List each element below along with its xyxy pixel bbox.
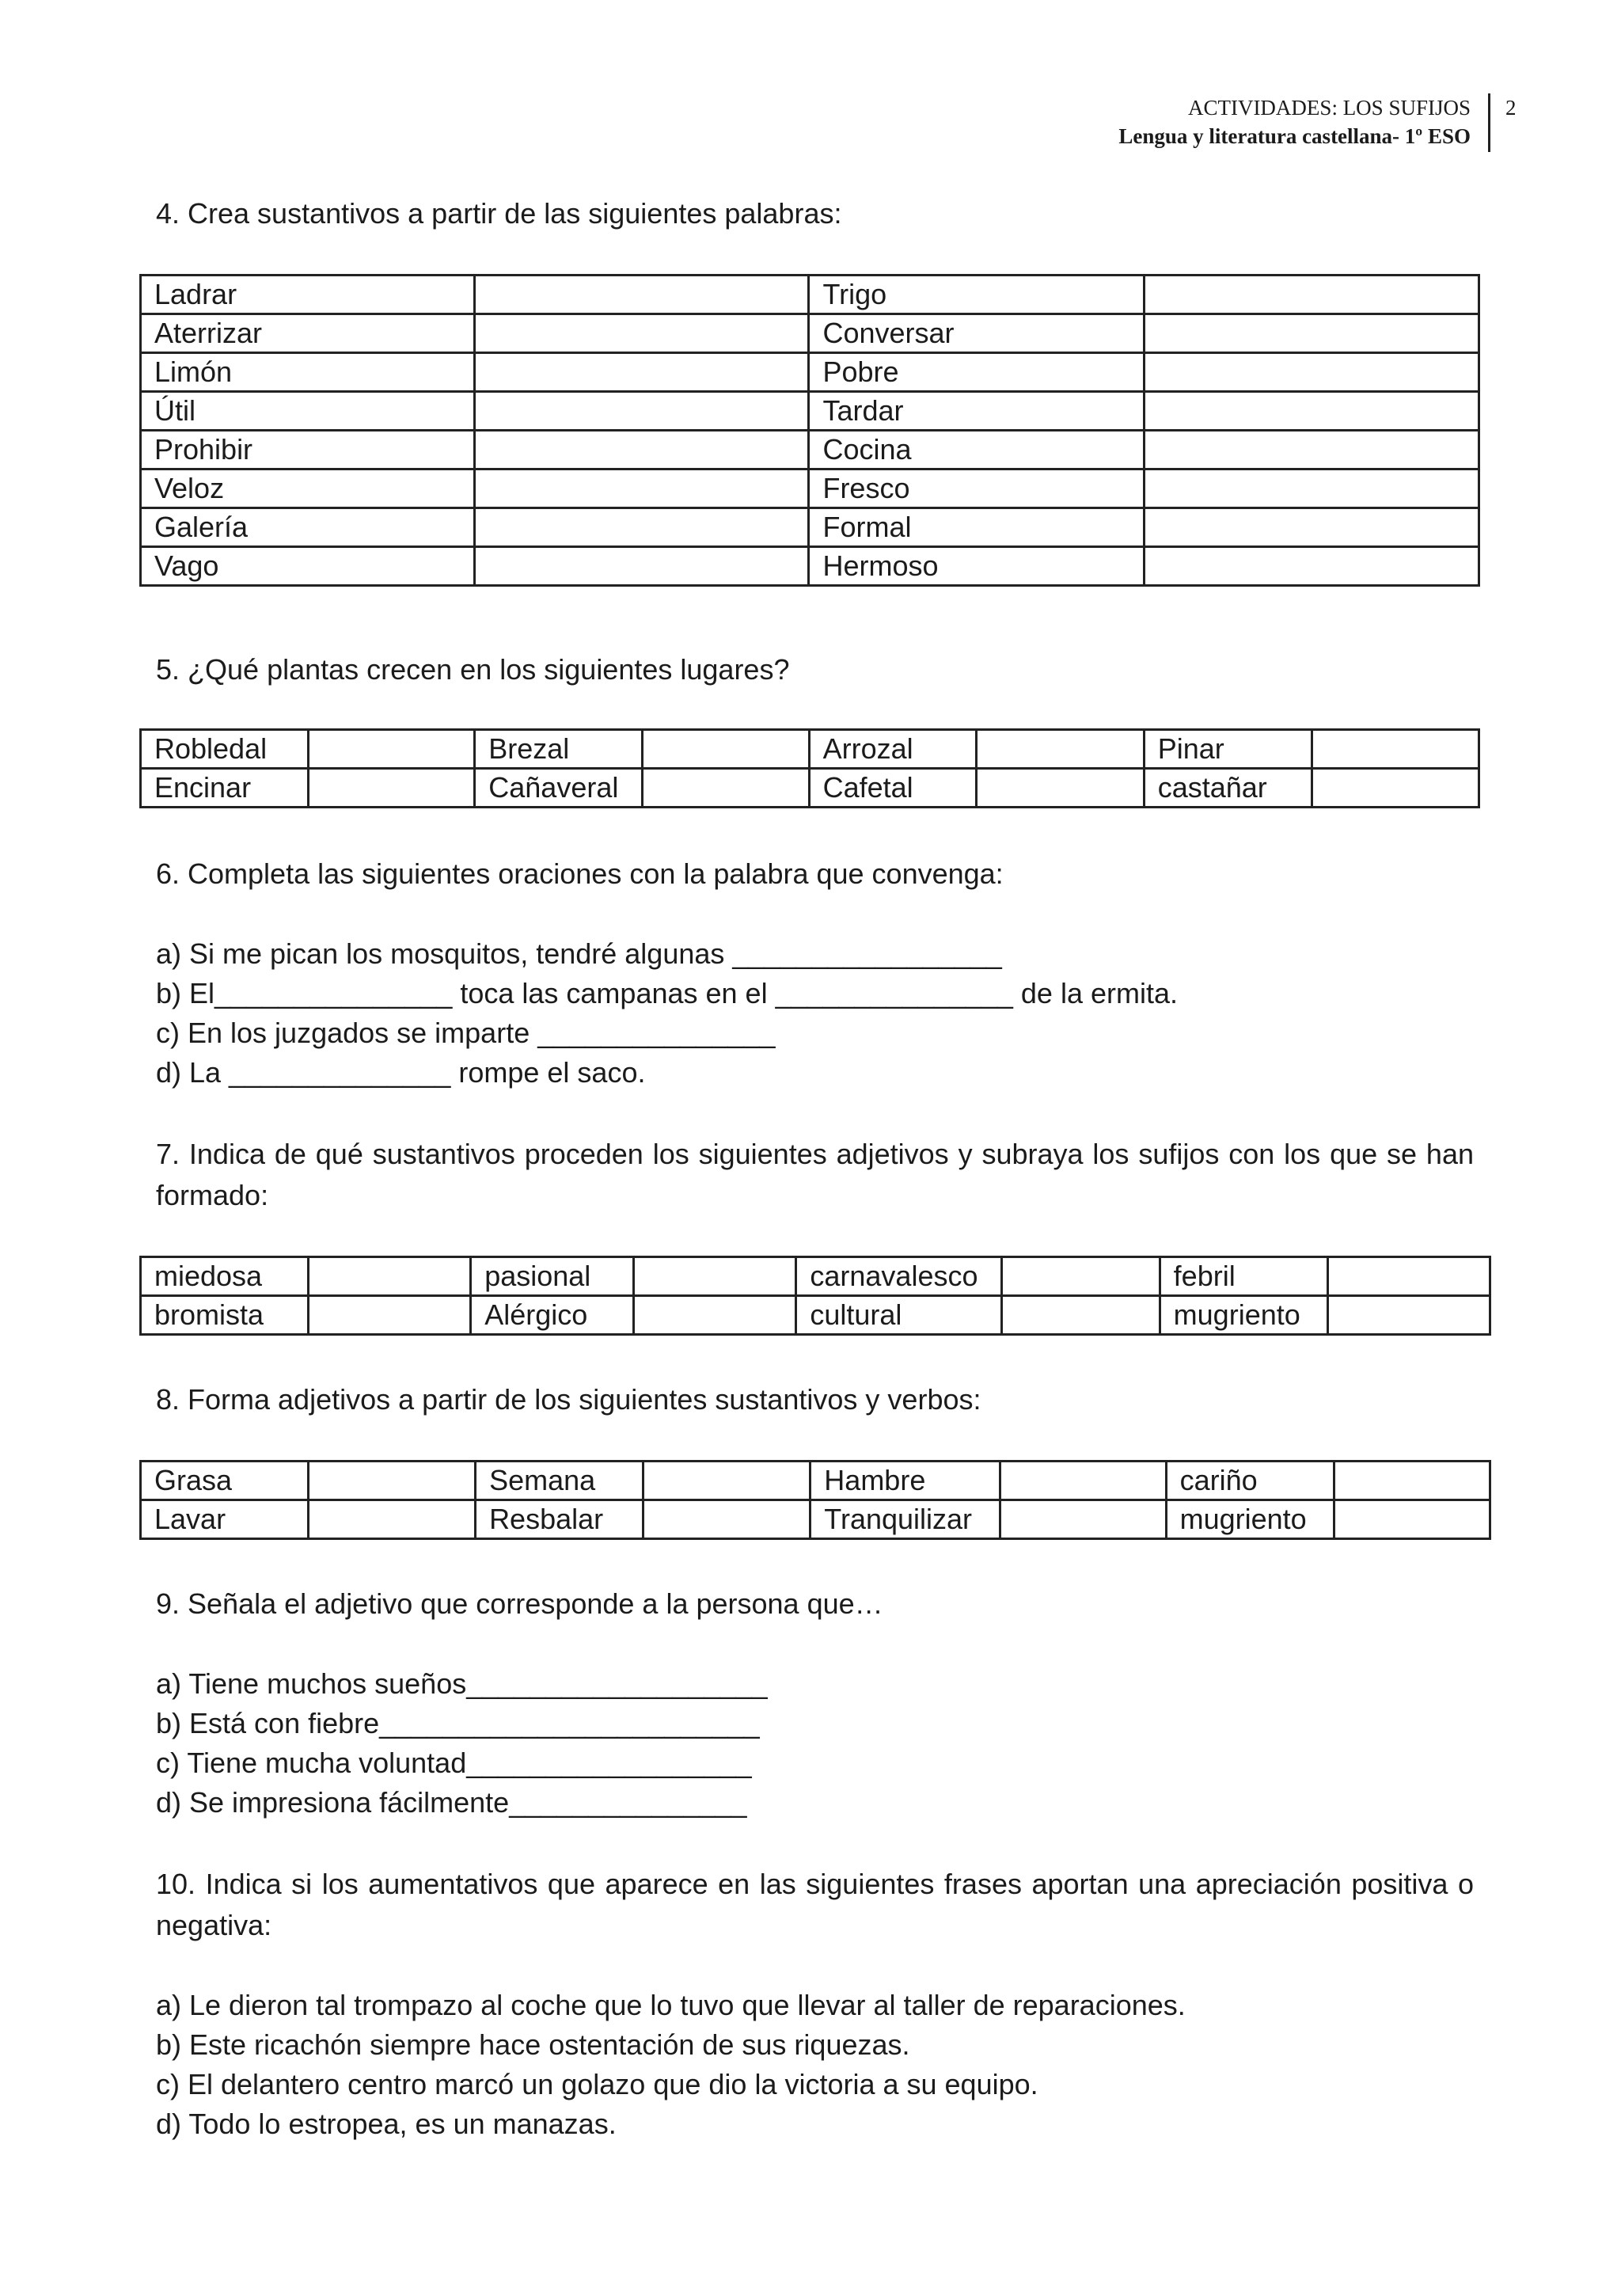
- place-cell: castañar: [1144, 769, 1312, 808]
- answer-cell[interactable]: [308, 730, 474, 769]
- word-cell: Limón: [141, 353, 475, 392]
- adjective-cell: carnavalesco: [796, 1257, 1002, 1296]
- adjective-cell: febril: [1160, 1257, 1327, 1296]
- answer-cell[interactable]: [475, 353, 809, 392]
- q7-prompt: 7. Indica de qué sustantivos proceden los siguientes adjetivos y subraya los sufijos con los que se han formado:: [156, 1138, 1474, 1211]
- word-cell: Veloz: [141, 469, 475, 508]
- answer-cell[interactable]: [1312, 769, 1479, 808]
- q9-line-d: d) Se impresiona fácilmente_______________: [156, 1786, 747, 1819]
- answer-cell[interactable]: [1000, 1462, 1166, 1500]
- word-cell: Formal: [809, 508, 1144, 547]
- answer-cell[interactable]: [1144, 353, 1479, 392]
- adjective-cell: pasional: [471, 1257, 634, 1296]
- answer-cell[interactable]: [643, 1500, 810, 1539]
- word-cell: Aterrizar: [141, 314, 475, 353]
- q7-table: [139, 1256, 1491, 1336]
- answer-cell[interactable]: [634, 1296, 796, 1335]
- answer-cell[interactable]: [1144, 431, 1479, 469]
- answer-cell[interactable]: [1144, 314, 1479, 353]
- answer-cell[interactable]: [1002, 1257, 1160, 1296]
- word-cell: Prohibir: [141, 431, 475, 469]
- word-cell: Tranquilizar: [810, 1500, 1000, 1539]
- answer-cell[interactable]: [1327, 1296, 1490, 1335]
- page-number: 2: [1505, 96, 1517, 120]
- answer-cell[interactable]: [475, 431, 809, 469]
- q6-line-d: d) La ______________ rompe el saco.: [156, 1056, 646, 1089]
- answer-cell[interactable]: [475, 469, 809, 508]
- word-cell: Tardar: [809, 392, 1144, 431]
- word-cell: mugriento: [1166, 1500, 1334, 1539]
- q10-line-c: c) El delantero centro marcó un golazo que dio la victoria a su equipo.: [156, 2068, 1038, 2100]
- q6-line-c: c) En los juzgados se imparte _______________: [156, 1017, 776, 1049]
- adjective-cell: mugriento: [1160, 1296, 1327, 1335]
- answer-cell[interactable]: [977, 730, 1144, 769]
- word-cell: Grasa: [141, 1462, 309, 1500]
- answer-cell[interactable]: [308, 1257, 470, 1296]
- answer-cell[interactable]: [475, 392, 809, 431]
- table-row: [141, 469, 1479, 508]
- word-cell: Resbalar: [476, 1500, 643, 1539]
- answer-cell[interactable]: [1144, 469, 1479, 508]
- q9-prompt: 9. Señala el adjetivo que corresponde a la persona que…: [156, 1587, 883, 1620]
- table-row: [141, 508, 1479, 547]
- answer-cell[interactable]: [308, 1500, 475, 1539]
- word-cell: Hambre: [810, 1462, 1000, 1500]
- answer-cell[interactable]: [1144, 508, 1479, 547]
- answer-cell[interactable]: [643, 1462, 810, 1500]
- table-row: [141, 1500, 1490, 1539]
- answer-cell[interactable]: [1144, 392, 1479, 431]
- q10-line-d: d) Todo lo estropea, es un manazas.: [156, 2108, 617, 2140]
- place-cell: Encinar: [141, 769, 309, 808]
- q10-prompt: 10. Indica si los aumentativos que aparece en las siguientes frases aportan una apreciación positiva o negativa:: [156, 1868, 1474, 1941]
- adjective-cell: miedosa: [141, 1257, 309, 1296]
- answer-cell[interactable]: [308, 769, 474, 808]
- word-cell: Útil: [141, 392, 475, 431]
- answer-cell[interactable]: [475, 314, 809, 353]
- answer-cell[interactable]: [1312, 730, 1479, 769]
- answer-cell[interactable]: [308, 1462, 475, 1500]
- adjective-cell: bromista: [141, 1296, 309, 1335]
- answer-cell[interactable]: [1000, 1500, 1166, 1539]
- answer-cell[interactable]: [1334, 1462, 1490, 1500]
- table-row: [141, 730, 1479, 769]
- word-cell: Semana: [476, 1462, 643, 1500]
- q6-line-a: a) Si me pican los mosquitos, tendré algunas _________________: [156, 937, 1002, 970]
- q4-table: [139, 274, 1480, 587]
- page-header: [1118, 93, 1471, 150]
- word-cell: Lavar: [141, 1500, 309, 1539]
- header-subtitle: Lengua y literatura castellana- 1º ESO: [1118, 124, 1471, 148]
- q9-line-c: c) Tiene mucha voluntad__________________: [156, 1747, 752, 1779]
- q10-line-a: a) Le dieron tal trompazo al coche que lo tuvo que llevar al taller de reparaciones.: [156, 1989, 1186, 2021]
- word-cell: Galería: [141, 508, 475, 547]
- q5-prompt: 5. ¿Qué plantas crecen en los siguientes lugares?: [156, 653, 790, 686]
- answer-cell[interactable]: [475, 547, 809, 586]
- word-cell: Cocina: [809, 431, 1144, 469]
- answer-cell[interactable]: [977, 769, 1144, 808]
- table-row: [141, 353, 1479, 392]
- adjective-cell: Alérgico: [471, 1296, 634, 1335]
- answer-cell[interactable]: [643, 769, 809, 808]
- answer-cell[interactable]: [475, 276, 809, 314]
- table-row: [141, 1257, 1490, 1296]
- table-row: [141, 314, 1479, 353]
- answer-cell[interactable]: [643, 730, 809, 769]
- word-cell: Pobre: [809, 353, 1144, 392]
- answer-cell[interactable]: [634, 1257, 796, 1296]
- answer-cell[interactable]: [1002, 1296, 1160, 1335]
- word-cell: Hermoso: [809, 547, 1144, 586]
- header-title: ACTIVIDADES: LOS SUFIJOS: [1187, 96, 1471, 120]
- table-row: [141, 1296, 1490, 1335]
- q6-line-b: b) El_______________ toca las campanas en el _______________ de la ermita.: [156, 977, 1178, 1009]
- q10-line-b: b) Este ricachón siempre hace ostentación de sus riquezas.: [156, 2028, 910, 2061]
- q8-table: [139, 1460, 1491, 1540]
- table-row: [141, 769, 1479, 808]
- q5-table: [139, 728, 1480, 808]
- table-row: [141, 1462, 1490, 1500]
- word-cell: cariño: [1166, 1462, 1334, 1500]
- answer-cell[interactable]: [475, 508, 809, 547]
- table-row: [141, 276, 1479, 314]
- header-divider: [1488, 93, 1490, 152]
- place-cell: Cañaveral: [475, 769, 643, 808]
- answer-cell[interactable]: [1327, 1257, 1490, 1296]
- q9-line-a: a) Tiene muchos sueños___________________: [156, 1667, 768, 1700]
- word-cell: Vago: [141, 547, 475, 586]
- word-cell: Conversar: [809, 314, 1144, 353]
- q6-prompt: 6. Completa las siguientes oraciones con la palabra que convenga:: [156, 857, 1004, 890]
- answer-cell[interactable]: [308, 1296, 470, 1335]
- place-cell: Arrozal: [809, 730, 977, 769]
- word-cell: Trigo: [809, 276, 1144, 314]
- q4-prompt: 4. Crea sustantivos a partir de las siguientes palabras:: [156, 197, 842, 230]
- answer-cell[interactable]: [1144, 547, 1479, 586]
- word-cell: Ladrar: [141, 276, 475, 314]
- adjective-cell: cultural: [796, 1296, 1002, 1335]
- place-cell: Pinar: [1144, 730, 1312, 769]
- table-row: [141, 547, 1479, 586]
- table-row: [141, 392, 1479, 431]
- place-cell: Brezal: [475, 730, 643, 769]
- q9-line-b: b) Está con fiebre________________________: [156, 1707, 760, 1739]
- place-cell: Robledal: [141, 730, 309, 769]
- word-cell: Fresco: [809, 469, 1144, 508]
- place-cell: Cafetal: [809, 769, 977, 808]
- table-row: [141, 431, 1479, 469]
- answer-cell[interactable]: [1334, 1500, 1490, 1539]
- answer-cell[interactable]: [1144, 276, 1479, 314]
- q8-prompt: 8. Forma adjetivos a partir de los siguientes sustantivos y verbos:: [156, 1383, 981, 1416]
